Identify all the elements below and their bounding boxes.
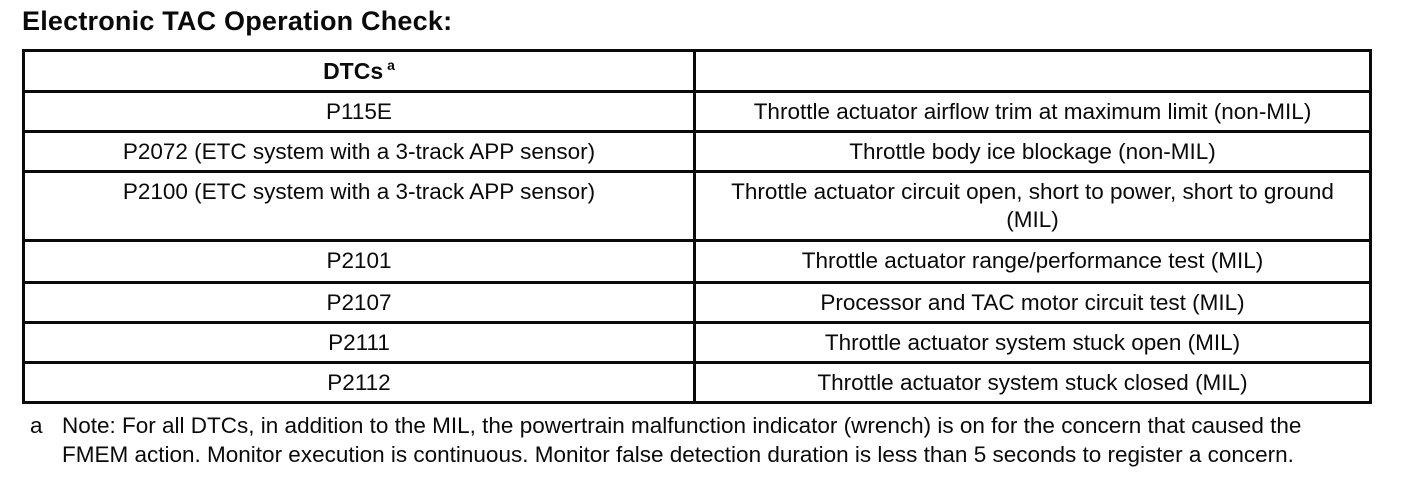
table-row [24,322,1371,362]
document-page [22,6,1378,469]
dtc-cell: P2101 [24,240,695,282]
description-cell: Throttle actuator circuit open, short to power, short to ground (MIL) [695,172,1371,240]
table-header-row [24,51,1371,92]
dtc-column-header [24,51,695,92]
table-row [24,172,1371,240]
description-cell: Throttle actuator system stuck closed (MIL) [695,362,1371,402]
footnote-marker: a [30,412,43,438]
description-cell: Throttle actuator system stuck open (MIL) [695,322,1371,362]
table-row [24,240,1371,282]
description-cell: Throttle actuator range/performance test (MIL) [695,240,1371,282]
description-cell: Processor and TAC motor circuit test (MIL) [695,282,1371,322]
dtc-cell: P2100 (ETC system with a 3-track APP sensor) [24,172,695,240]
description-cell: Throttle actuator airflow trim at maximum limit (non-MIL) [695,92,1371,132]
dtc-table [22,49,1372,404]
dtc-cell: P115E [24,92,695,132]
footnote-text: Note: For all DTCs, in addition to the MIL, the powertrain malfunction indicator (wrench) is on for the concern that caused the FMEM action. Monitor execution is continuous. Monitor false detection duration is less than 5 seconds to register a concern. [62,412,1302,467]
description-cell: Throttle body ice blockage (non-MIL) [695,132,1371,172]
dtc-cell: P2111 [24,322,695,362]
table-row [24,92,1371,132]
dtc-cell: P2107 [24,282,695,322]
page-title: Electronic TAC Operation Check: [22,6,453,36]
table-footnote [22,412,1378,470]
dtc-cell: P2112 [24,362,695,402]
dtc-header-label: DTCs [323,58,384,84]
footnote-marker-superscript: a [387,57,395,74]
table-row [24,282,1371,322]
dtc-cell: P2072 (ETC system with a 3-track APP sensor) [24,132,695,172]
table-row [24,132,1371,172]
description-column-header [695,51,1371,92]
table-row [24,362,1371,402]
